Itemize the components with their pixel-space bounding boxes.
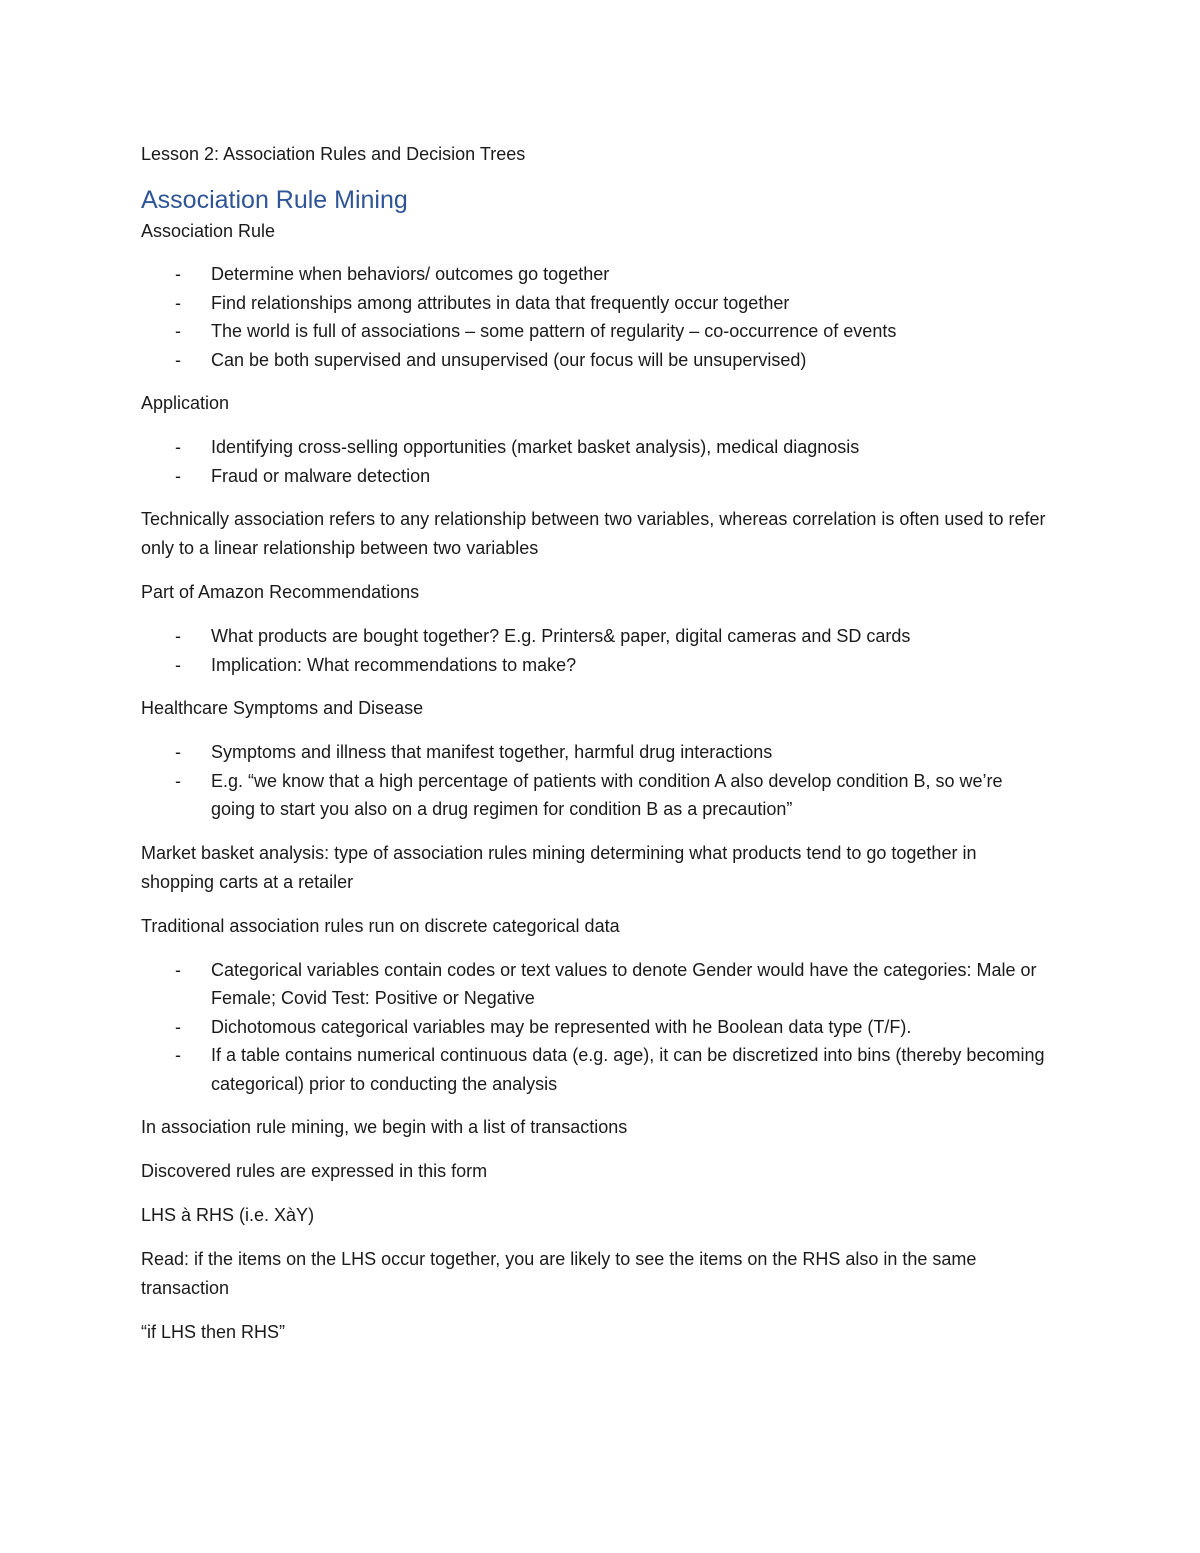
transactions-paragraph: In association rule mining, we begin with a list of transactions xyxy=(141,1117,628,1137)
list-item: - Find relationships among attributes in data that frequently occur together xyxy=(141,289,1051,318)
rule-form-paragraph: LHS à RHS (i.e. XàY) xyxy=(141,1205,315,1225)
amazon-list xyxy=(141,622,1051,679)
document-page xyxy=(141,140,1051,1362)
list-item: - Categorical variables contain codes or text values to denote Gender would have the categories: Male or Female; Covid Test: Positive or Negative xyxy=(141,956,1051,1013)
lesson-title: Lesson 2: Association Rules and Decision Trees xyxy=(141,144,526,164)
bullet-dash: - xyxy=(175,959,181,980)
traditional-list xyxy=(141,956,1051,1099)
application-list xyxy=(141,433,1051,490)
list-item: - Fraud or malware detection xyxy=(141,462,1051,491)
association-rule-list xyxy=(141,260,1051,374)
bullet-dash: - xyxy=(175,770,181,791)
bullet-dash: - xyxy=(175,292,181,313)
bullet-dash: - xyxy=(175,654,181,675)
discovered-rules-paragraph: Discovered rules are expressed in this form xyxy=(141,1161,488,1181)
healthcare-list xyxy=(141,738,1051,824)
bullet-dash: - xyxy=(175,321,181,341)
healthcare-label: Healthcare Symptoms and Disease xyxy=(141,698,424,718)
read-paragraph: Read: if the items on the LHS occur together, you are likely to see the items on the RHS also in the same transaction xyxy=(141,1249,977,1298)
list-item: - Identifying cross-selling opportunities (market basket analysis), medical diagnosis xyxy=(141,433,1051,462)
association-rule-label: Association Rule xyxy=(141,221,276,241)
bullet-dash: - xyxy=(175,349,181,370)
list-item: - The world is full of associations – some pattern of regularity – co-occurrence of events xyxy=(141,317,1051,346)
bullet-dash: - xyxy=(175,465,181,486)
list-item: - What products are bought together? E.g. Printers& paper, digital cameras and SD cards xyxy=(141,622,1051,651)
bullet-dash: - xyxy=(175,437,181,457)
list-item: - Determine when behaviors/ outcomes go together xyxy=(141,260,1051,289)
application-label: Application xyxy=(141,393,230,413)
list-item: - E.g. “we know that a high percentage of patients with condition A also develop condition B, so we’re going to start you also on a drug regimen for condition B as a precaution” xyxy=(141,767,1051,824)
list-item: - If a table contains numerical continuous data (e.g. age), it can be discretized into bins (thereby becoming categorical) prior to conducting the analysis xyxy=(141,1041,1051,1098)
list-item: - Implication: What recommendations to make? xyxy=(141,651,1051,680)
list-item: - Can be both supervised and unsupervised (our focus will be unsupervised) xyxy=(141,346,1051,375)
bullet-dash: - xyxy=(175,264,181,284)
list-item: - Dichotomous categorical variables may be represented with he Boolean data type (T/F). xyxy=(141,1013,1051,1042)
bullet-dash: - xyxy=(175,1045,181,1065)
bullet-dash: - xyxy=(175,1016,181,1037)
if-then-paragraph: “if LHS then RHS” xyxy=(141,1322,286,1342)
amazon-label: Part of Amazon Recommendations xyxy=(141,582,420,602)
bullet-dash: - xyxy=(175,626,181,646)
traditional-label: Traditional association rules run on discrete categorical data xyxy=(141,915,620,936)
market-basket-paragraph: Market basket analysis: type of association rules mining determining what products tend to go together in shopping carts at a retailer xyxy=(141,842,977,892)
section-heading: Association Rule Mining xyxy=(141,186,408,214)
correlation-paragraph: Technically association refers to any relationship between two variables, whereas correlation is often used to refer only to a linear relationship between two variables xyxy=(141,509,1046,558)
bullet-dash: - xyxy=(175,742,181,762)
list-item: - Symptoms and illness that manifest together, harmful drug interactions xyxy=(141,738,1051,767)
